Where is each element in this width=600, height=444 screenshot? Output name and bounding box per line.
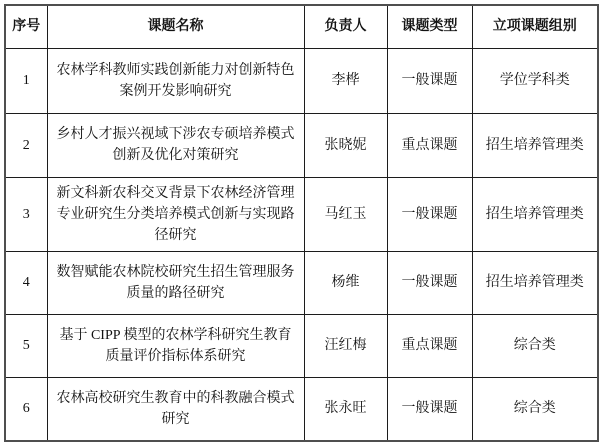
cell-topic-name: 数智赋能农林院校研究生招生管理服务质量的路径研究: [47, 251, 304, 314]
cell-leader: 杨维: [304, 251, 387, 314]
col-header-group: 立项课题组别: [472, 5, 598, 48]
table-row: [5, 177, 598, 251]
cell-leader: 马红玉: [304, 177, 387, 251]
project-table: [4, 4, 599, 442]
cell-index: 1: [5, 48, 47, 113]
cell-topic-name: 新文科新农科交叉背景下农林经济管理专业研究生分类培养模式创新与实现路径研究: [47, 177, 304, 251]
col-header-name: 课题名称: [47, 5, 304, 48]
table-row: [5, 251, 598, 314]
cell-topic-name: 乡村人才振兴视域下涉农专硕培养模式创新及优化对策研究: [47, 113, 304, 177]
cell-group: 综合类: [472, 377, 598, 441]
cell-group: 招生培养管理类: [472, 113, 598, 177]
cell-group: 综合类: [472, 314, 598, 377]
cell-type: 一般课题: [387, 48, 472, 113]
cell-leader: 张永旺: [304, 377, 387, 441]
cell-index: 4: [5, 251, 47, 314]
cell-index: 3: [5, 177, 47, 251]
table-row: [5, 377, 598, 441]
cell-index: 5: [5, 314, 47, 377]
cell-topic-name: 基于 CIPP 模型的农林学科研究生教育质量评价指标体系研究: [47, 314, 304, 377]
col-header-index: 序号: [5, 5, 47, 48]
cell-leader: 李桦: [304, 48, 387, 113]
header-row: [5, 5, 598, 48]
col-header-type: 课题类型: [387, 5, 472, 48]
table-row: [5, 48, 598, 113]
col-header-leader: 负责人: [304, 5, 387, 48]
cell-group: 学位学科类: [472, 48, 598, 113]
cell-topic-name: 农林高校研究生教育中的科教融合模式研究: [47, 377, 304, 441]
cell-type: 重点课题: [387, 314, 472, 377]
cell-type: 一般课题: [387, 251, 472, 314]
cell-topic-name: 农林学科教师实践创新能力对创新特色案例开发影响研究: [47, 48, 304, 113]
cell-leader: 张晓妮: [304, 113, 387, 177]
table-row: [5, 314, 598, 377]
cell-type: 重点课题: [387, 113, 472, 177]
cell-type: 一般课题: [387, 177, 472, 251]
table-row: [5, 113, 598, 177]
cell-index: 2: [5, 113, 47, 177]
cell-leader: 汪红梅: [304, 314, 387, 377]
cell-index: 6: [5, 377, 47, 441]
cell-group: 招生培养管理类: [472, 177, 598, 251]
cell-type: 一般课题: [387, 377, 472, 441]
cell-group: 招生培养管理类: [472, 251, 598, 314]
